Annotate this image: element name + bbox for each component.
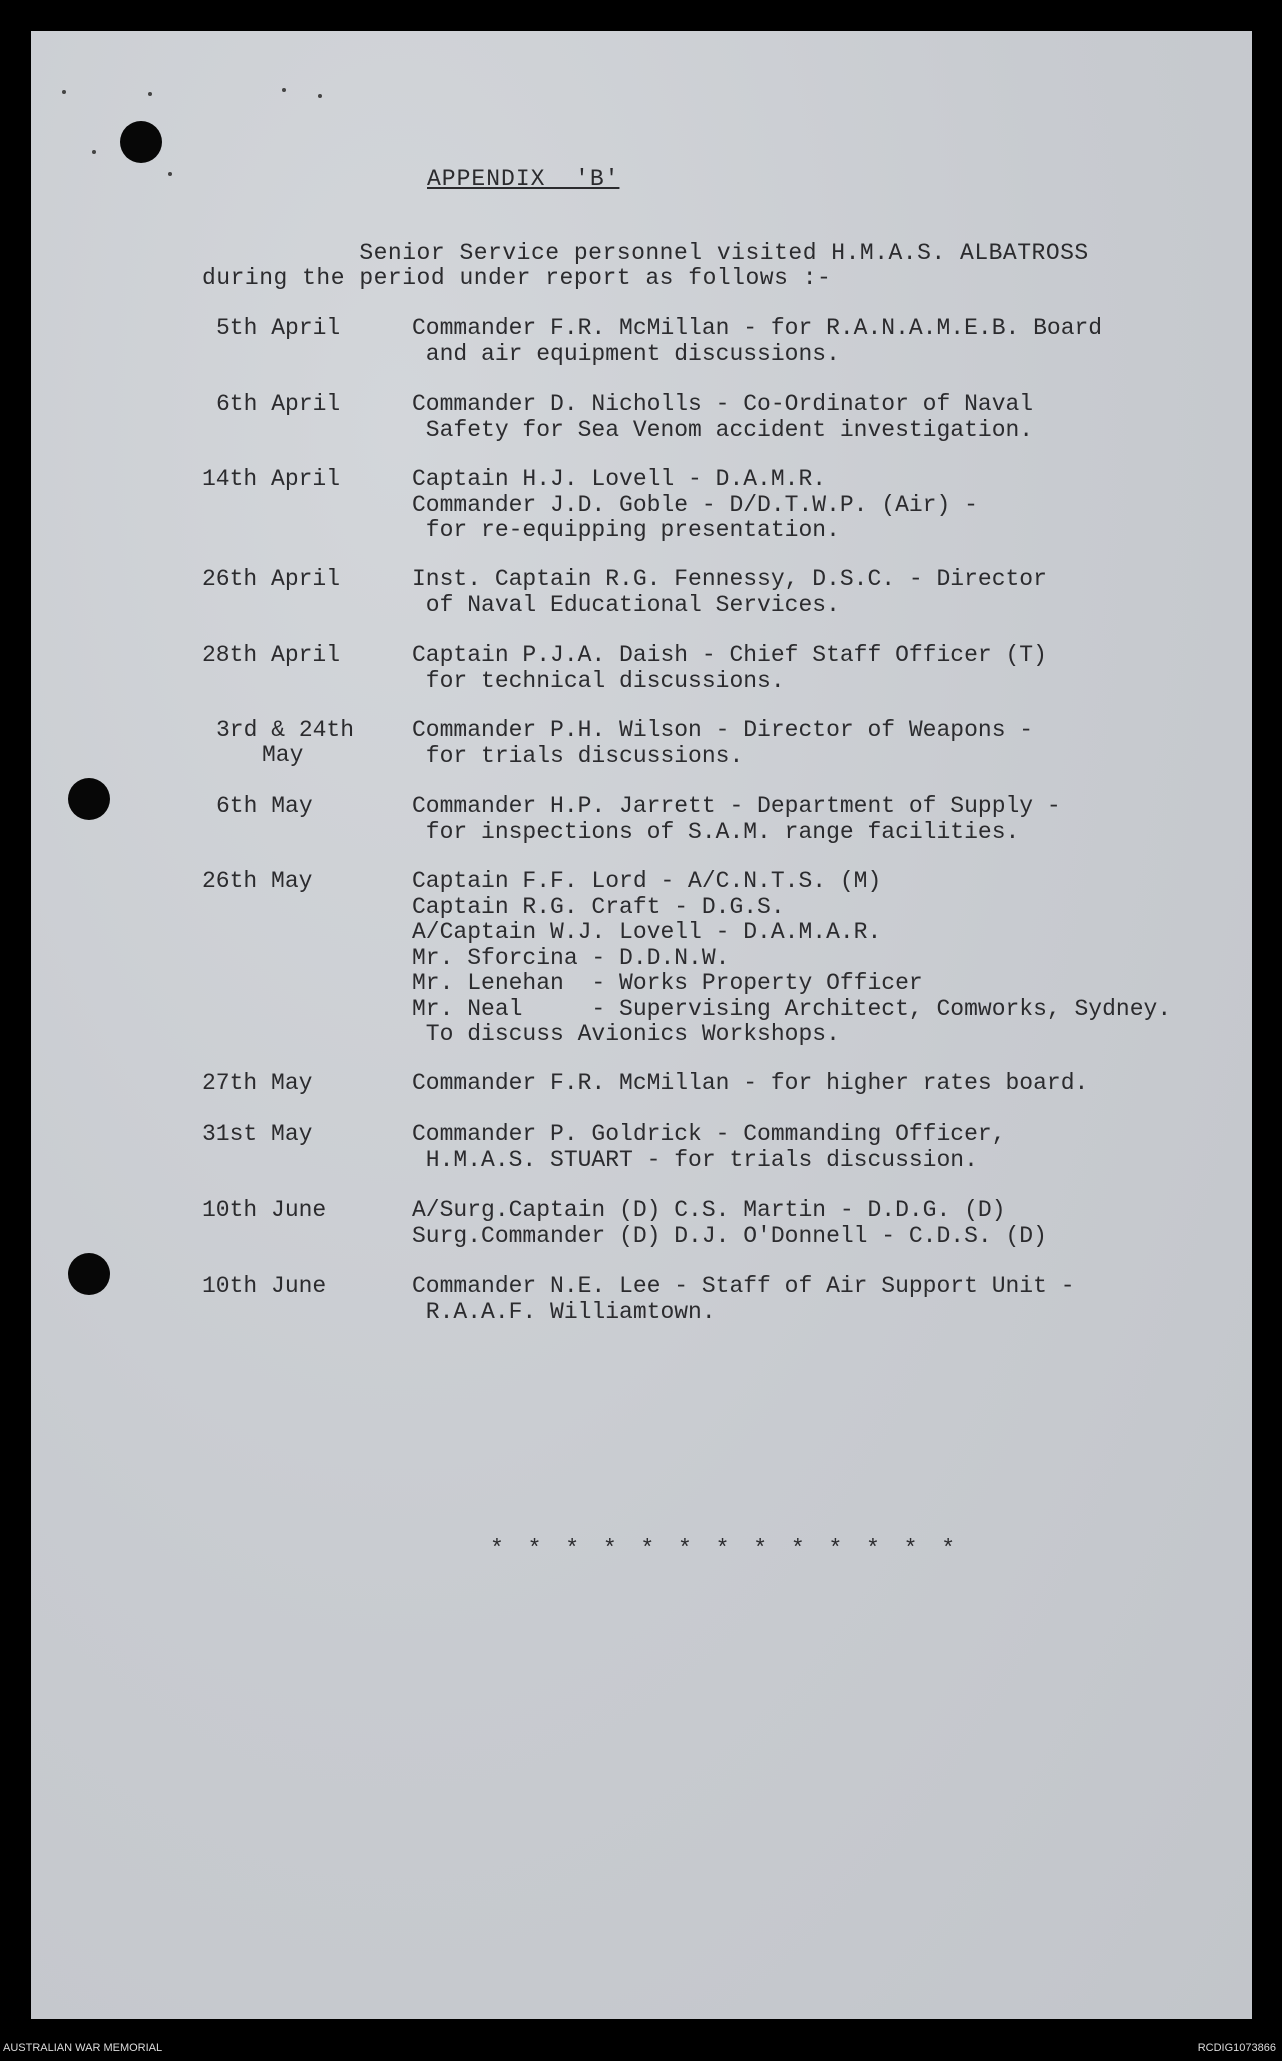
visit-description xyxy=(412,467,978,544)
visit-description xyxy=(412,1071,1088,1097)
visit-date-line: 6th April xyxy=(216,391,341,417)
visit-description-line: Mr. Neal - Supervising Architect, Comworks, Sydney. xyxy=(412,995,1172,1022)
visit-description-line: Commander P.H. Wilson - Director of Weapons - xyxy=(412,717,1034,743)
visit-description-line: A/Captain W.J. Lovell - D.A.M.A.R. xyxy=(412,919,882,945)
visit-description-line: Inst. Captain R.G. Fennessy, D.S.C. - Director xyxy=(412,566,1047,592)
visit-description xyxy=(412,869,1171,1048)
paper-speck xyxy=(62,90,66,94)
visit-description-line: Commander N.E. Lee - Staff of Air Support Unit - xyxy=(412,1273,1075,1299)
visit-description-line: and air equipment discussions. xyxy=(412,340,840,367)
footer-source: AUSTRALIAN WAR MEMORIAL xyxy=(3,2042,163,2054)
visit-description xyxy=(412,718,1033,769)
visit-description-line: for inspections of S.A.M. range facilities. xyxy=(412,818,1020,845)
visit-date xyxy=(216,794,376,819)
visit-date-line: 14th April xyxy=(202,466,341,492)
visit-date xyxy=(202,1122,362,1147)
paper-speck xyxy=(282,88,286,92)
visit-description-line: Commander F.R. McMillan - for higher rates board. xyxy=(412,1070,1089,1096)
visit-description xyxy=(412,392,1033,443)
visit-description xyxy=(412,643,1047,694)
intro-line-2: during the period under report as follows :- xyxy=(202,265,832,291)
visit-description xyxy=(412,1274,1075,1325)
visit-description-line: for technical discussions. xyxy=(412,667,785,694)
visit-description-line: Captain P.J.A. Daish - Chief Staff Officer (T) xyxy=(412,642,1047,668)
punch-hole-top xyxy=(120,121,162,163)
visit-date xyxy=(202,1198,362,1223)
visit-date-line: 28th April xyxy=(202,642,341,668)
visit-description-line: of Naval Educational Services. xyxy=(412,591,840,618)
visit-description xyxy=(412,1198,1047,1249)
visit-description-line: To discuss Avionics Workshops. xyxy=(412,1021,840,1047)
visit-description xyxy=(412,1122,1006,1173)
appendix-title: APPENDIX 'B' xyxy=(427,166,620,192)
visit-description-line: Captain R.G. Craft - D.G.S. xyxy=(412,893,785,920)
visit-description-line: Surg.Commander (D) D.J. O'Donnell - C.D.S. (D) xyxy=(412,1222,1047,1249)
visit-date-line: 6th May xyxy=(216,793,313,819)
visit-description-line: Mr. Lenehan - Works Property Officer xyxy=(412,970,923,996)
visit-date-line: 10th June xyxy=(202,1197,327,1223)
visit-date xyxy=(202,718,362,768)
visit-description-line: Captain H.J. Lovell - D.A.M.R. xyxy=(412,466,827,492)
visit-description-line: R.A.A.F. Williamtown. xyxy=(412,1298,716,1325)
visit-description xyxy=(412,794,1061,845)
intro-line-1: Senior Service personnel visited H.M.A.S. ALBATROSS xyxy=(202,240,1089,266)
visit-date xyxy=(202,467,362,492)
visit-date xyxy=(202,1071,362,1096)
paper-speck xyxy=(318,94,322,98)
visit-date-line: May xyxy=(262,742,304,768)
visit-description-line: Mr. Sforcina - D.D.N.W. xyxy=(412,944,730,971)
visit-date-line: 26th May xyxy=(202,868,313,894)
visit-date xyxy=(202,567,362,592)
visit-description-line: H.M.A.S. STUART - for trials discussion. xyxy=(412,1146,978,1173)
paper-speck xyxy=(168,172,172,176)
visit-description xyxy=(412,316,1102,367)
visit-date-line: 3rd & 24th xyxy=(216,717,355,743)
visit-date-line: 27th May xyxy=(202,1070,313,1096)
visit-date xyxy=(216,316,376,341)
visit-date xyxy=(202,643,362,668)
visit-description-line: Commander F.R. McMillan - for R.A.N.A.M.E.B. Board xyxy=(412,315,1103,341)
visit-date-line: 31st May xyxy=(202,1121,313,1147)
visit-description-line: Commander D. Nicholls - Co-Ordinator of Naval xyxy=(412,391,1034,417)
visit-description xyxy=(412,567,1047,618)
visit-description-line: Safety for Sea Venom accident investigation. xyxy=(412,416,1034,443)
punch-hole-middle xyxy=(68,778,110,820)
visit-date-line: 5th April xyxy=(216,315,341,341)
paper-speck xyxy=(92,150,96,154)
visit-description-line: Commander J.D. Goble - D/D.T.W.P. (Air) - xyxy=(412,491,978,518)
visit-description-line: A/Surg.Captain (D) C.S. Martin - D.D.G. (D) xyxy=(412,1197,1006,1223)
visit-date xyxy=(202,1274,362,1299)
visit-description-line: Commander H.P. Jarrett - Department of Supply - xyxy=(412,793,1061,819)
visit-description-line: for re-equipping presentation. xyxy=(412,517,840,543)
visit-description-line: Commander P. Goldrick - Commanding Officer, xyxy=(412,1121,1006,1147)
visit-date-line: 26th April xyxy=(202,566,341,592)
visit-date-line: 10th June xyxy=(202,1273,327,1299)
visit-date xyxy=(216,392,376,417)
visit-date xyxy=(202,869,362,894)
punch-hole-bottom xyxy=(68,1253,110,1295)
visit-description-line: for trials discussions. xyxy=(412,742,744,769)
paper-speck xyxy=(148,92,152,96)
footer-id: RCDIG1073866 xyxy=(1197,2042,1276,2054)
visit-description-line: Captain F.F. Lord - A/C.N.T.S. (M) xyxy=(412,868,882,894)
end-separator: * * * * * * * * * * * * * xyxy=(490,1536,961,1562)
